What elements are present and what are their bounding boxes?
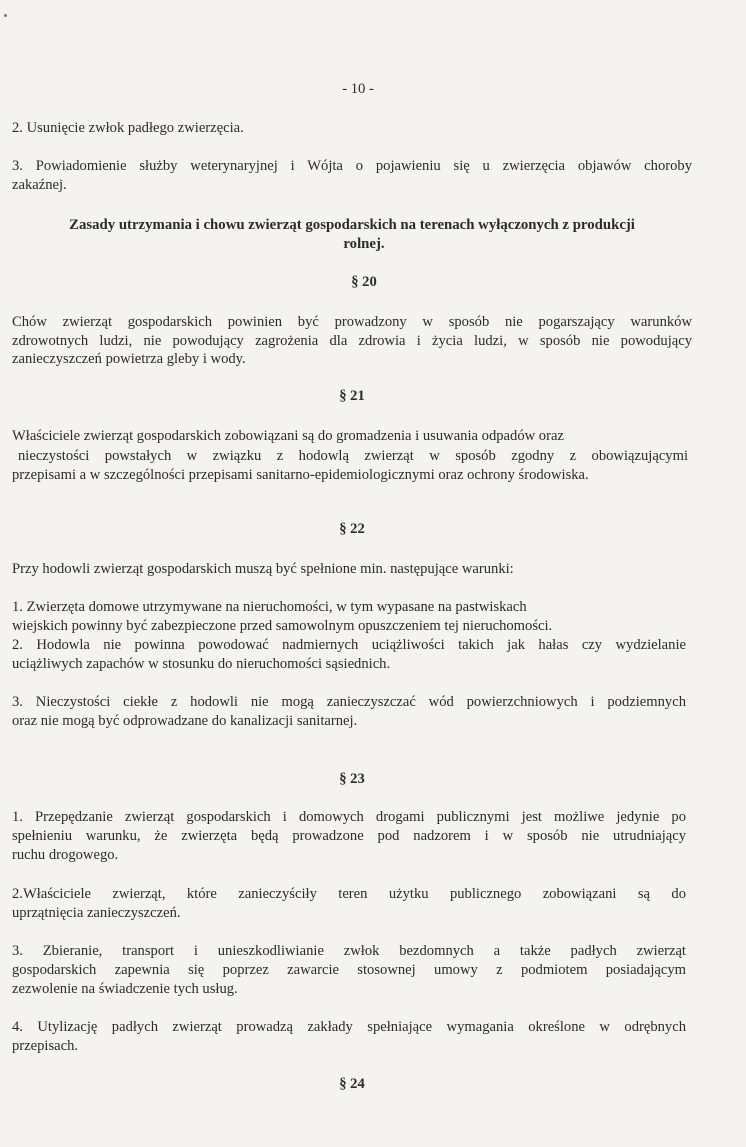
s23-point1-line3: ruchu drogowego. <box>12 847 119 863</box>
s22-intro: Przy hodowli zwierząt gospodarskich muszą być spełnione min. następujące warunki: <box>12 561 514 577</box>
paragraph-title-24: § 24 <box>339 1076 365 1092</box>
s21-line2: nieczystości powstałych w związku z hodowlą zwierząt w sposób zgodny z obowiązującymi <box>18 448 688 464</box>
paragraph-title-22: § 22 <box>339 521 365 537</box>
section-heading-line2: rolnej. <box>343 236 385 252</box>
s23-point3-line1: 3. Zbieranie, transport i unieszkodliwianie zwłok bezdomnych a także padłych zwierząt <box>12 943 686 959</box>
s20-line3: zanieczyszczeń powietrza gleby i wody. <box>12 351 246 367</box>
paragraph-title-21: § 21 <box>339 388 365 404</box>
item-2-remove-carcass: 2. Usunięcie zwłok padłego zwierzęcia. <box>12 120 244 136</box>
s23-point2-line2: uprzątnięcia zanieczyszczeń. <box>12 905 181 921</box>
s22-point1-line1: 1. Zwierzęta domowe utrzymywane na nieruchomości, w tym wypasane na pastwiskach <box>12 599 527 615</box>
s23-point4-line2: przepisach. <box>12 1038 79 1054</box>
s22-point3-line2: oraz nie mogą być odprowadzane do kanalizacji sanitarnej. <box>12 713 358 729</box>
paragraph-title-23: § 23 <box>339 771 365 787</box>
s20-line2: zdrowotnych ludzi, nie powodujący zagrożenia dla zdrowia i życia ludzi, w sposób nie powodujący <box>12 333 692 349</box>
s23-point4-line1: 4. Utylizację padłych zwierząt prowadzą zakłady spełniające wymagania określone w odrębnych <box>12 1019 686 1035</box>
s22-point1-line2: wiejskich powinny być zabezpieczone przed samowolnym opuszczeniem tej nieruchomości. <box>12 618 553 634</box>
scan-speck <box>4 14 7 17</box>
page-number: - 10 - <box>342 81 374 97</box>
item-3-notify-line1: 3. Powiadomienie służby weterynaryjnej i Wójta o pojawieniu się u zwierzęcia objawów choroby <box>12 158 692 174</box>
s23-point2-line1: 2.Właściciele zwierząt, które zanieczyściły teren użytku publicznego zobowiązani są do <box>12 886 686 902</box>
s23-point1-line1: 1. Przepędzanie zwierząt gospodarskich i domowych drogami publicznymi jest możliwe jedynie po <box>12 809 686 825</box>
s23-point1-line2: spełnieniu warunku, że zwierzęta będą prowadzone pod nadzorem i w sposób nie utrudniający <box>12 828 686 844</box>
s20-line1: Chów zwierząt gospodarskich powinien być prowadzony w sposób nie pogarszający warunków <box>12 314 692 330</box>
s21-line1: Właściciele zwierząt gospodarskich zobowiązani są do gromadzenia i usuwania odpadów oraz <box>12 428 564 444</box>
s23-point3-line3: zezwolenie na świadczenie tych usług. <box>12 981 238 997</box>
s22-point2-line2: uciążliwych zapachów w stosunku do nieruchomości sąsiednich. <box>12 656 391 672</box>
s23-point3-line2: gospodarskich zapewnia się poprzez zawarcie stosownej umowy z podmiotem posiadającym <box>12 962 686 978</box>
s22-point3-line1: 3. Nieczystości ciekłe z hodowli nie mogą zanieczyszczać wód powierzchniowych i podziemnych <box>12 694 686 710</box>
s22-point2-line1: 2. Hodowla nie powinna powodować nadmiernych uciążliwości takich jak hałas czy wydzielanie <box>12 637 686 653</box>
item-3-notify-line2: zakaźnej. <box>12 177 67 193</box>
paragraph-title-20: § 20 <box>351 274 377 290</box>
section-heading-line1: Zasady utrzymania i chowu zwierząt gospodarskich na terenach wyłączonych z produkcji <box>69 217 635 233</box>
s21-line3: przepisami a w szczególności przepisami sanitarno-epidemiologicznymi oraz ochrony środowiska. <box>12 467 589 483</box>
